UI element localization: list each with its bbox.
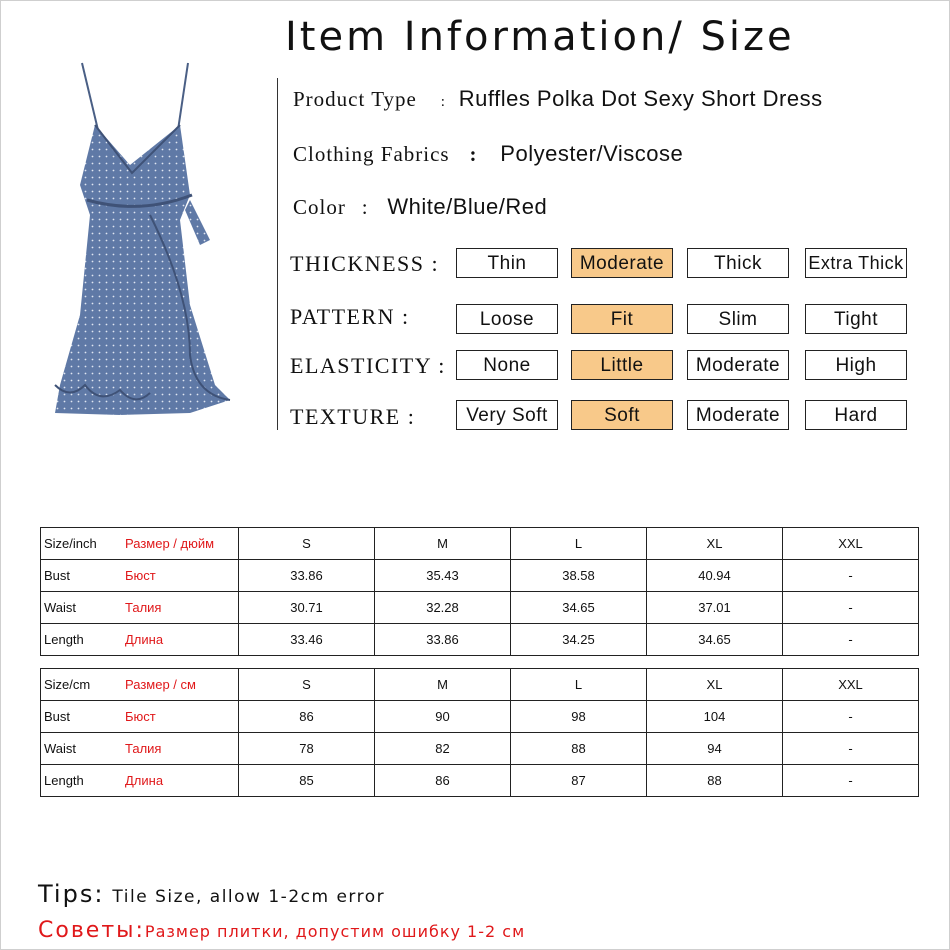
cell: 34.65: [511, 592, 647, 624]
col-s: S: [239, 669, 375, 701]
thickness-label: THICKNESS :: [290, 251, 440, 276]
col-xl: XL: [647, 669, 783, 701]
col-xxl: XXL: [783, 669, 919, 701]
cell: 34.65: [647, 624, 783, 656]
row-label: Length: [44, 773, 84, 788]
size-inch-label-ru: Размер / дюйм: [125, 536, 215, 551]
page-title: Item Information/ Size: [285, 14, 795, 60]
col-m: M: [375, 669, 511, 701]
cell: 98: [511, 701, 647, 733]
table-header-row: [41, 669, 919, 701]
pattern-label: PATTERN :: [290, 304, 410, 329]
texture-option-moderate: Moderate: [687, 400, 789, 430]
color-label: Color: [293, 195, 346, 219]
col-xl: XL: [647, 528, 783, 560]
texture-option-very-soft: Very Soft: [456, 400, 558, 430]
row-label-ru: Длина: [125, 632, 164, 647]
divider-line: [277, 78, 278, 430]
cell: 40.94: [647, 560, 783, 592]
size-table-cm: [40, 668, 919, 797]
cell: 90: [375, 701, 511, 733]
texture-option-hard: Hard: [805, 400, 907, 430]
cell: 33.86: [375, 624, 511, 656]
elasticity-option-none: None: [456, 350, 558, 380]
product-type-sep: :: [440, 94, 445, 110]
cell: 30.71: [239, 592, 375, 624]
table-header-row: [41, 528, 919, 560]
pattern-option-fit: Fit: [571, 304, 673, 334]
row-label-ru: Талия: [125, 600, 162, 615]
color-sep: :: [361, 195, 368, 219]
cell: -: [783, 765, 919, 797]
cell: 35.43: [375, 560, 511, 592]
size-table-inch: [40, 527, 919, 656]
cell: 88: [647, 765, 783, 797]
size-cm-label: Size/cm: [44, 677, 91, 692]
thickness-option-moderate: Moderate: [571, 248, 673, 278]
table-row: [41, 592, 919, 624]
fabrics-sep: :: [469, 142, 477, 166]
texture-label: TEXTURE :: [290, 404, 416, 429]
cell: 88: [511, 733, 647, 765]
size-inch-label: Size/inch: [44, 536, 97, 551]
table-row: [41, 624, 919, 656]
cell: 104: [647, 701, 783, 733]
elasticity-option-high: High: [805, 350, 907, 380]
elasticity-option-moderate: Moderate: [687, 350, 789, 380]
row-label: Bust: [44, 709, 71, 724]
col-l: L: [511, 669, 647, 701]
fabrics-value: Polyester/Viscose: [500, 141, 684, 166]
cell: 86: [239, 701, 375, 733]
pattern-option-slim: Slim: [687, 304, 789, 334]
cell: -: [783, 560, 919, 592]
cell: 85: [239, 765, 375, 797]
cell: 87: [511, 765, 647, 797]
product-type-label: Product Type: [293, 87, 417, 111]
row-label-ru: Талия: [125, 741, 162, 756]
sovety-text: Размер плитки, допустим ошибку 1-2 см: [144, 922, 526, 941]
thickness-option-extra-thick: Extra Thick: [805, 248, 907, 278]
cell: -: [783, 592, 919, 624]
cell: 37.01: [647, 592, 783, 624]
row-label: Waist: [44, 600, 77, 615]
col-s: S: [239, 528, 375, 560]
fabrics-row: [293, 141, 683, 167]
elasticity-option-little: Little: [571, 350, 673, 380]
cell: 78: [239, 733, 375, 765]
tips-heading: Tips:: [38, 880, 105, 908]
table-row: [41, 765, 919, 797]
sovety-line: [38, 918, 525, 943]
cell: 32.28: [375, 592, 511, 624]
thickness-option-thin: Thin: [456, 248, 558, 278]
table-row: [41, 733, 919, 765]
fabrics-label: Clothing Fabrics: [293, 142, 450, 166]
sovety-heading: Советы:: [38, 918, 145, 943]
tips-line: [38, 880, 385, 908]
dress-image: [40, 55, 250, 425]
row-label: Bust: [44, 568, 71, 583]
elasticity-label: ELASTICITY :: [290, 353, 446, 378]
cell: 34.25: [511, 624, 647, 656]
cell: 38.58: [511, 560, 647, 592]
cell: 33.86: [239, 560, 375, 592]
product-type-row: [293, 86, 823, 112]
cell: 33.46: [239, 624, 375, 656]
row-label: Waist: [44, 741, 77, 756]
table-row: [41, 701, 919, 733]
pattern-option-loose: Loose: [456, 304, 558, 334]
row-label: Length: [44, 632, 84, 647]
texture-option-soft: Soft: [571, 400, 673, 430]
row-label-ru: Длина: [125, 773, 164, 788]
cell: 82: [375, 733, 511, 765]
row-label-ru: Бюст: [125, 709, 156, 724]
row-label-ru: Бюст: [125, 568, 156, 583]
cell: 86: [375, 765, 511, 797]
cell: 94: [647, 733, 783, 765]
cell: -: [783, 701, 919, 733]
tips-text: Tile Size, allow 1-2cm error: [112, 887, 386, 907]
color-row: [293, 194, 547, 220]
cell: -: [783, 624, 919, 656]
col-xxl: XXL: [783, 528, 919, 560]
color-value: White/Blue/Red: [387, 194, 548, 219]
cell: -: [783, 733, 919, 765]
size-cm-label-ru: Размер / см: [125, 677, 196, 692]
col-m: M: [375, 528, 511, 560]
table-row: [41, 560, 919, 592]
thickness-option-thick: Thick: [687, 248, 789, 278]
col-l: L: [511, 528, 647, 560]
pattern-option-tight: Tight: [805, 304, 907, 334]
product-type-value: Ruffles Polka Dot Sexy Short Dress: [458, 86, 823, 111]
